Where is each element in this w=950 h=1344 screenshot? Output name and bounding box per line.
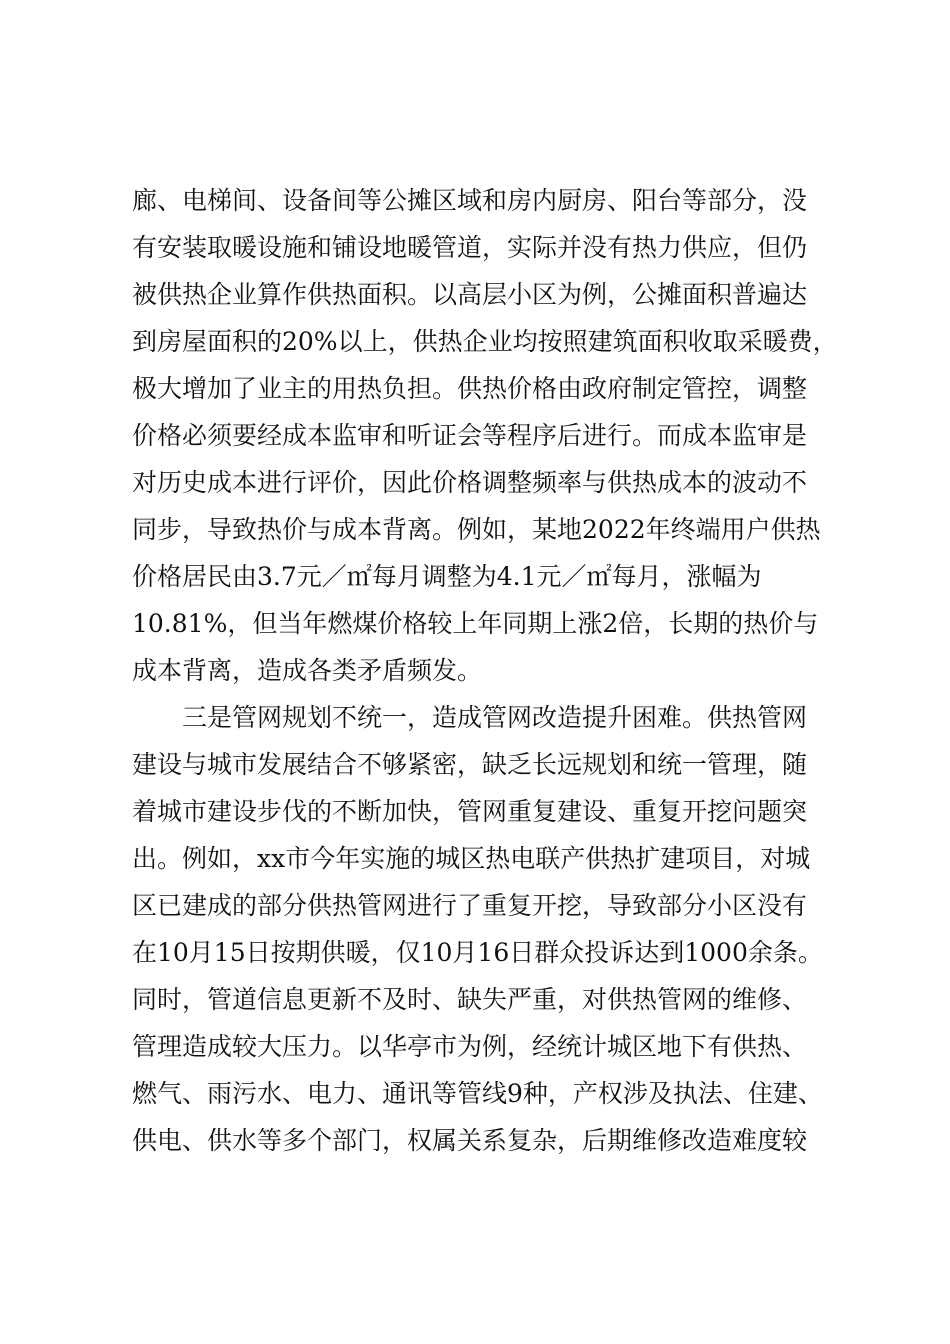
text-line: 10.81%，但当年燃煤价格较上年同期上涨2倍，长期的热价与 bbox=[132, 609, 819, 638]
text-line: 廊、电梯间、设备间等公摊区域和房内厨房、阳台等部分，没 bbox=[132, 186, 808, 215]
text-line: 着城市建设步伐的不断加快，管网重复建设、重复开挖问题突 bbox=[132, 797, 808, 826]
text-line: 同步，导致热价与成本背离。例如，某地2022年终端用户供热 bbox=[132, 515, 821, 544]
text-line: 同时，管道信息更新不及时、缺失严重，对供热管网的维修、 bbox=[132, 985, 808, 1014]
text-line: 区已建成的部分供热管网进行了重复开挖，导致部分小区没有 bbox=[132, 891, 808, 920]
text-line: 燃气、雨污水、电力、通讯等管线9种，产权涉及执法、住建、 bbox=[132, 1079, 823, 1108]
text-line: 在10月15日按期供暖，仅10月16日群众投诉达到1000余条。 bbox=[132, 938, 823, 967]
text-line: 建设与城市发展结合不够紧密，缺乏长远规划和统一管理，随 bbox=[132, 750, 808, 779]
text-line: 有安装取暖设施和铺设地暖管道，实际并没有热力供应，但仍 bbox=[132, 233, 808, 262]
text-line: 管理造成较大压力。以华亭市为例，经统计城区地下有供热、 bbox=[132, 1032, 808, 1061]
text-line: 对历史成本进行评价，因此价格调整频率与供热成本的波动不 bbox=[132, 468, 808, 497]
text-line: 到房屋面积的20%以上，供热企业均按照建筑面积收取采暖费， bbox=[132, 327, 838, 356]
text-line: 成本背离，造成各类矛盾频发。 bbox=[132, 656, 483, 685]
paragraph-first-line: 三是管网规划不统一，造成管网改造提升困难。供热管网 bbox=[182, 703, 808, 732]
text-line: 价格居民由3.7元／㎡每月调整为4.1元／㎡每月，涨幅为 bbox=[132, 562, 762, 591]
text-line: 价格必须要经成本监审和听证会等程序后进行。而成本监审是 bbox=[132, 421, 808, 450]
text-line: 被供热企业算作供热面积。以高层小区为例，公摊面积普遍达 bbox=[132, 280, 808, 309]
text-line: 出。例如，xx市今年实施的城区热电联产供热扩建项目，对城 bbox=[132, 844, 811, 873]
text-line: 供电、供水等多个部门，权属关系复杂，后期维修改造难度较 bbox=[132, 1126, 808, 1155]
text-line: 极大增加了业主的用热负担。供热价格由政府制定管控，调整 bbox=[132, 374, 808, 403]
